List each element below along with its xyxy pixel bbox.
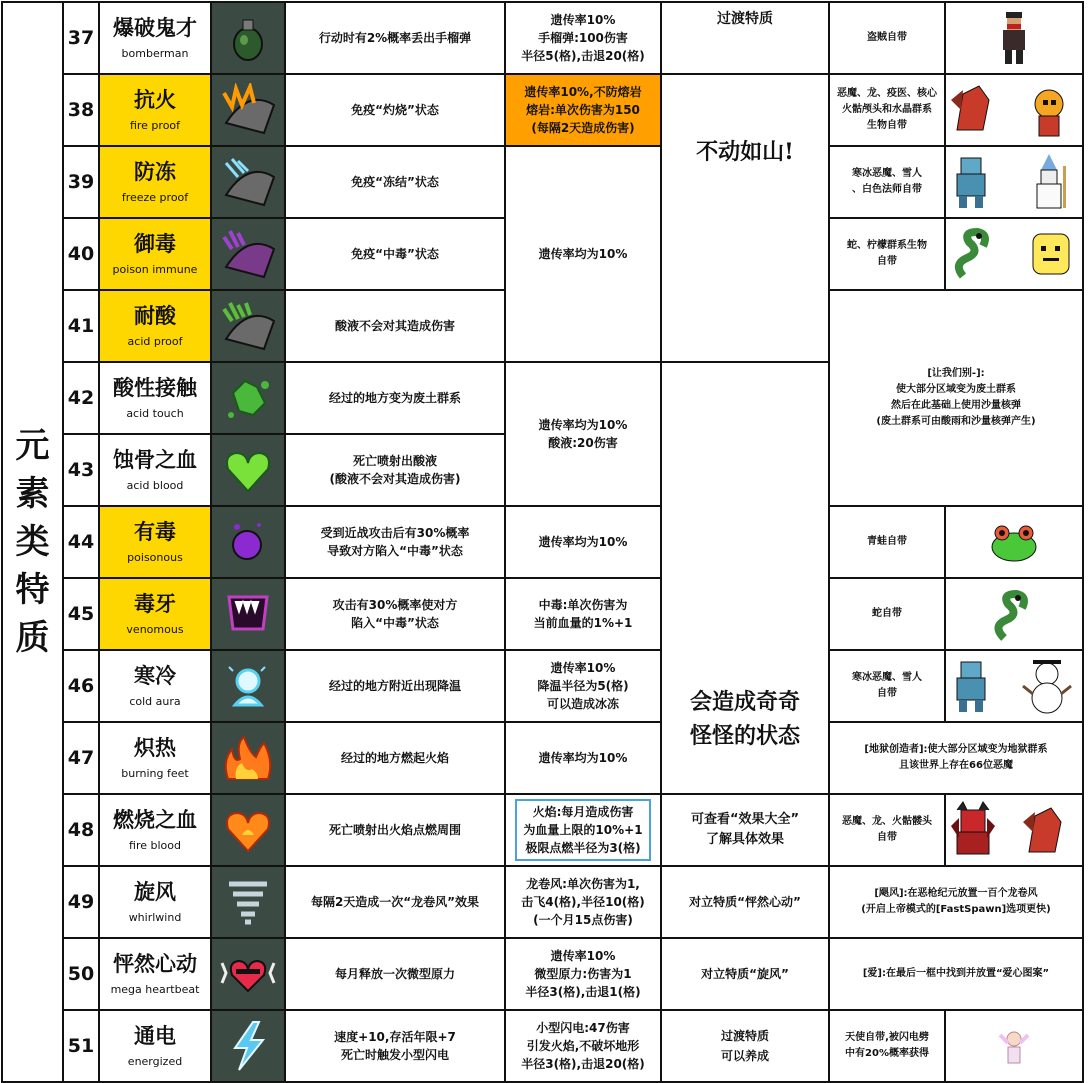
trait-name-cell: 蚀骨之血 acid blood <box>99 434 211 506</box>
trait-source: 寒冰恶魔、雪人 自带 <box>829 650 945 722</box>
achievement-note: [飓风]:在恶枪纪元放置一百个龙卷风 (开启上帝模式的[FastSpawn]选项更快) <box>829 866 1083 938</box>
trait-number: 45 <box>63 578 99 650</box>
inheritance-info: 火焰:每月造成伤害 为血量上限的10%+1 极限点燃半径为3(格) <box>505 794 661 866</box>
trait-description: 每月释放一次微型原力 <box>285 938 505 1010</box>
trait-number: 38 <box>63 74 99 146</box>
acid-splat-icon <box>211 362 285 434</box>
shield-fire-icon <box>211 74 285 146</box>
inheritance-info: 遗传率10% 降温半径为5(格) 可以造成冰冻 <box>505 650 661 722</box>
inheritance-info: 中毒:单次伤害为 当前血量的1%+1 <box>505 578 661 650</box>
trait-number: 51 <box>63 1010 99 1082</box>
trait-number: 44 <box>63 506 99 578</box>
trait-number: 40 <box>63 218 99 290</box>
trait-name-cell: 酸性接触 acid touch <box>99 362 211 434</box>
trait-number: 47 <box>63 722 99 794</box>
trait-source: 蛇、柠檬群系生物 自带 <box>829 218 945 290</box>
acid-heart-icon <box>211 434 285 506</box>
creature-sprites <box>945 794 1083 866</box>
shield-acid-icon <box>211 290 285 362</box>
shield-poison-icon <box>211 218 285 290</box>
trait-description: 受到近战攻击后有30%概率 导致对方陷入“中毒”状态 <box>285 506 505 578</box>
trait-description: 经过的地方附近出现降温 <box>285 650 505 722</box>
trait-name-cell: 抗火 fire proof <box>99 74 211 146</box>
trait-description: 免疫“灼烧”状态 <box>285 74 505 146</box>
inheritance-info: 龙卷风:单次伤害为1, 击飞4(格),半径10(格) (一个月15点伤害) <box>505 866 661 938</box>
trait-name-cell: 毒牙 venomous <box>99 578 211 650</box>
trait-description: 经过的地方变为废土群系 <box>285 362 505 434</box>
trait-description: 酸液不会对其造成伤害 <box>285 290 505 362</box>
trait-group-label: 可查看“效果大全” 了解具体效果 <box>661 794 829 866</box>
trait-source: 恶魔、龙、疫医、核心 火骷颅头和水晶群系 生物自带 <box>829 74 945 146</box>
trait-group-label: 对立特质“怦然心动” <box>661 866 829 938</box>
shield-frost-icon <box>211 146 285 218</box>
trait-description: 行动时有2%概率丢出手榴弹 <box>285 2 505 74</box>
category-char: 素 <box>15 474 50 514</box>
achievement-note: [地狱创造者]:使大部分区域变为地狱群系 且该世界上存在66位恶魔 <box>829 722 1083 794</box>
trait-source: 寒冰恶魔、雪人 、白色法师自带 <box>829 146 945 218</box>
trait-number: 42 <box>63 362 99 434</box>
creature-sprites <box>945 650 1083 722</box>
fangs-icon <box>211 578 285 650</box>
tornado-icon <box>211 866 285 938</box>
trait-number: 46 <box>63 650 99 722</box>
achievement-note: [让我们别-]: 使大部分区域变为废土群系 然后在此基础上使用沙量核弹 (废土群系可由酸雨和沙量核弹产生) <box>829 290 1083 506</box>
trait-group-label: 过渡特质 可以养成 <box>661 1010 829 1082</box>
inheritance-info: 小型闪电:47伤害 引发火焰,不破坏地形 半径3(格),击退20(格) <box>505 1010 661 1082</box>
trait-name-cell: 炽热 burning feet <box>99 722 211 794</box>
trait-en-name: bomberman <box>121 47 189 60</box>
trait-name-cell <box>99 2 211 74</box>
trait-number: 41 <box>63 290 99 362</box>
trait-name-cell: 怦然心动 mega heartbeat <box>99 938 211 1010</box>
trait-name: 爆破鬼才 <box>113 15 197 40</box>
category-cell <box>2 2 63 1082</box>
trait-name-cell: 耐酸 acid proof <box>99 290 211 362</box>
flames-icon <box>211 722 285 794</box>
creature-sprites <box>945 578 1083 650</box>
trait-number: 39 <box>63 146 99 218</box>
trait-group-label: 过渡特质 <box>661 2 829 74</box>
trait-source: 青蛙自带 <box>829 506 945 578</box>
category-char: 类 <box>15 522 50 562</box>
trait-group-label: 对立特质“旋风” <box>661 938 829 1010</box>
achievement-note: [爱]:在最后一框中找到并放置“爱心图案” <box>829 938 1083 1010</box>
inheritance-info: 遗传率10%,不防熔岩 熔岩:单次伤害为150 (每隔2天造成伤害) <box>505 74 661 146</box>
inheritance-info: 遗传率均为10% 酸液:20伤害 <box>505 362 661 506</box>
grenade-icon <box>211 2 285 74</box>
creature-sprites <box>945 74 1083 146</box>
trait-description: 免疫“冻结”状态 <box>285 146 505 218</box>
trait-group-label: 不动如山! <box>661 74 829 362</box>
inheritance-info: 遗传率均为10% <box>505 146 661 362</box>
trait-name-cell: 旋风 whirlwind <box>99 866 211 938</box>
cold-aura-icon <box>211 650 285 722</box>
category-char: 元 <box>15 426 50 466</box>
trait-description: 速度+10,存活年限+7 死亡时触发小型闪电 <box>285 1010 505 1082</box>
trait-source: 盗贼自带 <box>829 2 945 74</box>
trait-number: 50 <box>63 938 99 1010</box>
trait-description: 死亡喷射出火焰点燃周围 <box>285 794 505 866</box>
trait-description: 免疫“中毒”状态 <box>285 218 505 290</box>
creature-sprites <box>945 1010 1083 1082</box>
trait-description: 每隔2天造成一次“龙卷风”效果 <box>285 866 505 938</box>
trait-source: 恶魔、龙、火骷髅头 自带 <box>829 794 945 866</box>
creature-sprites <box>945 146 1083 218</box>
trait-number: 48 <box>63 794 99 866</box>
inheritance-info: 遗传率均为10% <box>505 506 661 578</box>
inheritance-info: 遗传率10% 手榴弹:100伤害 半径5(格),击退20(格) <box>505 2 661 74</box>
trait-name-cell: 有毒 poisonous <box>99 506 211 578</box>
trait-name-cell: 通电 energized <box>99 1010 211 1082</box>
trait-name-cell: 燃烧之血 fire blood <box>99 794 211 866</box>
trait-number: 49 <box>63 866 99 938</box>
category-char: 质 <box>15 618 50 658</box>
trait-source: 天使自带,被闪电劈 中有20%概率获得 <box>829 1010 945 1082</box>
trait-number: 43 <box>63 434 99 506</box>
fire-heart-icon <box>211 794 285 866</box>
inheritance-info: 遗传率10% 微型原力:伤害为1 半径3(格),击退1(格) <box>505 938 661 1010</box>
traits-table <box>1 1 1084 1083</box>
trait-name-cell: 防冻 freeze proof <box>99 146 211 218</box>
category-char: 特 <box>15 570 50 610</box>
trait-source: 蛇自带 <box>829 578 945 650</box>
lightning-icon <box>211 1010 285 1082</box>
creature-sprites <box>945 506 1083 578</box>
trait-name-cell: 御毒 poison immune <box>99 218 211 290</box>
trait-description: 攻击有30%概率使对方 陷入“中毒”状态 <box>285 578 505 650</box>
beating-heart-icon <box>211 938 285 1010</box>
bandit-sprite <box>994 8 1034 68</box>
trait-description: 经过的地方燃起火焰 <box>285 722 505 794</box>
trait-group-label: 会造成奇奇 怪怪的状态 <box>661 362 829 794</box>
creature-sprites <box>945 2 1083 74</box>
trait-number: 37 <box>63 2 99 74</box>
inheritance-info: 遗传率均为10% <box>505 722 661 794</box>
trait-name-cell: 寒冷 cold aura <box>99 650 211 722</box>
trait-description: 死亡喷射出酸液 (酸液不会对其造成伤害) <box>285 434 505 506</box>
poison-blob-icon <box>211 506 285 578</box>
creature-sprites <box>945 218 1083 290</box>
